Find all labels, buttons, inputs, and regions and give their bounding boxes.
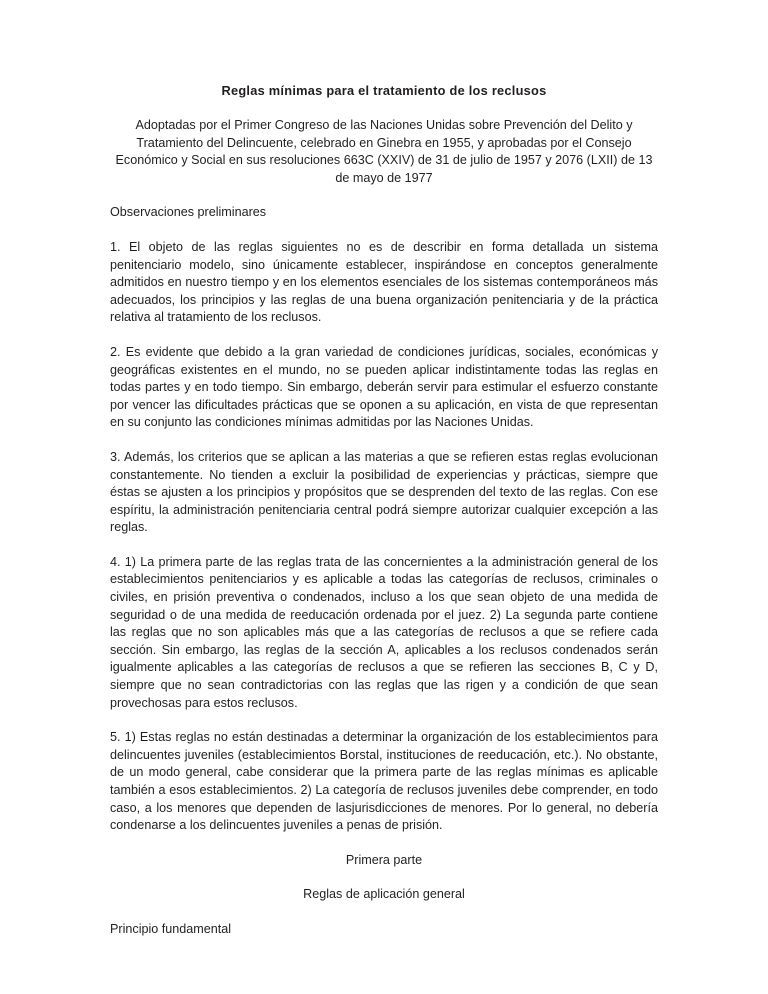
preliminary-observations-heading: Observaciones preliminares (110, 205, 267, 220)
document-body (110, 82, 658, 956)
paragraph-1: 1. El objeto de las reglas siguientes no es de describir en forma detallada un sistema penitenciario modelo, sino únicamente establecer, inspirándose en conceptos generalmente admitidos en nuestro tiempo y en los elementos esenciales de los sistemas contemporáneos más adecuados, los principios y las reglas de una buena organización penitenciaria y de la práctica relativa al tratamiento de los reclusos. (110, 239, 658, 325)
fundamental-principle-heading: Principio fundamental (110, 921, 232, 936)
paragraph-2: 2. Es evidente que debido a la gran variedad de condiciones jurídicas, sociales, económicas y geográficas existentes en el mundo, no se pueden aplicar indistintamente todas las reglas en todas partes y en todo tiempo. Sin embargo, deberán servir para estimular el esfuerzo constante por vencer las dificultades prácticas que se oponen a su aplicación, en vista de que representan en su conjunto las condiciones mínimas admitidas por las Naciones Unidas. (110, 344, 658, 430)
page-title: Reglas mínimas para el tratamiento de los reclusos (221, 83, 547, 98)
document-subtitle: Adoptadas por el Primer Congreso de las Naciones Unidas sobre Prevención del Delito y Tratamiento del Delincuente, celebrado en Ginebra en 1955, y aprobadas por el Consejo Económico y Social en sus resoluciones 663C (XXIV) de 31 de julio de 1957 y 2076 (LXII) de 13 de mayo de 1977 (115, 118, 653, 185)
paragraph-5: 5. 1) Estas reglas no están destinadas a determinar la organización de los establecimientos para delincuentes juveniles (establecimientos Borstal, instituciones de reeducación, etc.). No obstante, de un modo general, cabe considerar que la primera parte de las reglas mínimas es aplicable también a esos establecimientos. 2) La categoría de reclusos juveniles debe comprender, en todo caso, a los menores que dependen de lasjurisdicciones de menores. Por lo general, no debería condenarse a los delincuentes juveniles a penas de prisión. (110, 730, 658, 833)
part-heading: Primera parte (345, 852, 423, 867)
part-subheading: Reglas de aplicación general (303, 887, 465, 902)
paragraph-4: 4. 1) La primera parte de las reglas trata de las concernientes a la administración general de los establecimientos penitenciarios y es aplicable a todas las categorías de reclusos, criminales o civiles, en prisión preventiva o condenados, incluso a los que sean objeto de una medida de seguridad o de una medida de reeducación ordenada por el juez. 2) La segunda parte contiene las reglas que no son aplicables más que a las categorías de reclusos a que se refiere cada sección. Sin embargo, las reglas de la sección A, aplicables a los reclusos condenados serán igualmente aplicables a las categorías de reclusos a que se refieren las secciones B, C y D, siempre que no sean contradictorias con las reglas que las rigen y a condición de que sean provechosas para estos reclusos. (110, 554, 658, 710)
paragraph-3: 3. Además, los criterios que se aplican a las materias a que se refieren estas reglas evolucionan constantemente. No tienden a excluir la posibilidad de experiencias y prácticas, siempre que éstas se ajusten a los principios y propósitos que se desprenden del texto de las reglas. Con ese espíritu, la administración penitenciaria central podrá siempre autorizar cualquier excepción a las reglas. (110, 449, 658, 535)
